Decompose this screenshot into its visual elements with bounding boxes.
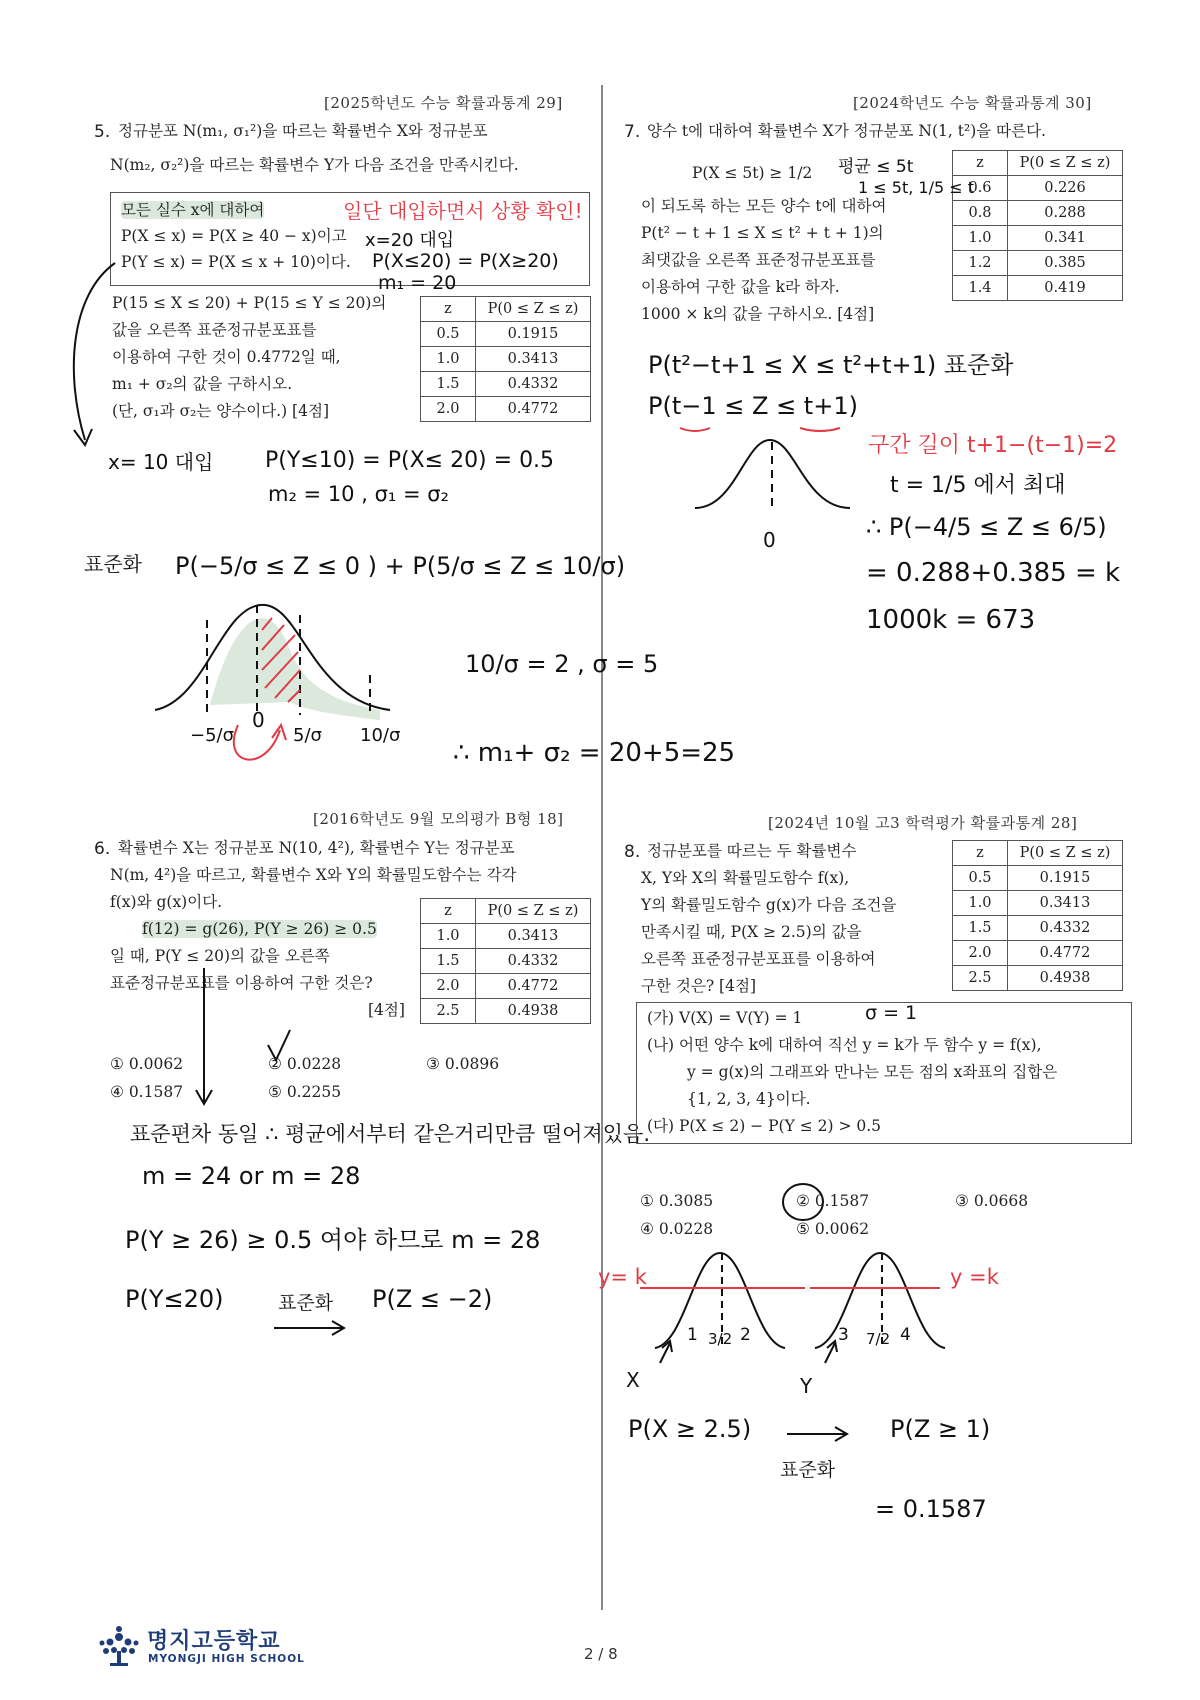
q8-hand-t4: 3 <box>838 1325 849 1345</box>
q8-hand-t1: 1 <box>687 1325 698 1345</box>
p-header: P(0 ≤ Z ≤ z) <box>476 297 591 322</box>
q6-choice-4[interactable]: ④ 0.1587 <box>110 1083 184 1101</box>
p-cell: 0.3413 <box>476 347 591 372</box>
q5-hand-label1: −5/σ <box>190 725 235 746</box>
z-cell: 2.0 <box>421 974 476 999</box>
q5-number: 5. <box>94 122 111 142</box>
q8-choice-1[interactable]: ① 0.3085 <box>640 1192 714 1210</box>
p-cell: 0.4332 <box>1008 916 1123 941</box>
z-cell: 2.0 <box>421 397 476 422</box>
q6-hand-h5: P(Z ≤ −2) <box>372 1285 493 1313</box>
q5-z-table <box>420 296 591 422</box>
z-cell: 0.5 <box>421 322 476 347</box>
q5-hand-std-label: 표준화 <box>84 552 142 576</box>
z-header: z <box>953 841 1008 866</box>
school-logo-icon <box>96 1623 142 1669</box>
z-cell: 2.5 <box>953 966 1008 991</box>
q8-cond-2: (나) 어떤 양수 k에 대하여 직선 y = k가 두 함수 y = f(x), <box>647 1036 1042 1054</box>
school-name-en: MYONGJI HIGH SCHOOL <box>148 1653 305 1665</box>
q5-hand-eq1: P(X≤20) = P(X≥20) <box>372 250 559 272</box>
q7-hand-n1: 평균 ≤ 5t <box>838 157 914 177</box>
q6-choice-3[interactable]: ③ 0.0896 <box>426 1055 500 1073</box>
q5-hand-note: 일단 대입하면서 상황 확인! <box>343 199 583 223</box>
q8-cond-3: y = g(x)의 그래프와 만나는 모든 점의 x좌표의 집합은 <box>687 1063 1058 1081</box>
q5-hand-sub1: x=20 대입 <box>365 230 455 251</box>
q8-hand-sigma: σ = 1 <box>865 1002 918 1024</box>
q7-hand-eq2: P(t−1 ≤ Z ≤ t+1) <box>648 392 858 420</box>
z-cell: 1.0 <box>421 924 476 949</box>
p-cell: 0.3413 <box>476 924 591 949</box>
q5-hand-label3: 10/σ <box>360 725 401 746</box>
q7-hand-eq5: 1000k = 673 <box>866 605 1036 635</box>
q8-body-3: Y의 확률밀도함수 g(x)가 다음 조건을 <box>641 896 897 914</box>
q5-hand-answer: ∴ m₁+ σ₂ = 20+5=25 <box>453 738 736 768</box>
q5-body-2: 값을 오른쪽 표준정규분포표를 <box>112 321 317 339</box>
p-cell: 0.3413 <box>1008 891 1123 916</box>
q6-hand-h4: P(Y≤20) <box>125 1285 224 1313</box>
q7-body <box>641 193 886 328</box>
z-cell: 0.5 <box>953 866 1008 891</box>
q8-cond-4: {1, 2, 3, 4}이다. <box>687 1090 811 1108</box>
q8-hand-eq2: P(Z ≥ 1) <box>890 1415 991 1443</box>
q7-hand-red: 구간 길이 t+1−(t−1)=2 <box>868 433 1118 458</box>
school-name-kr: 명지고등학교 <box>147 1629 281 1654</box>
p-cell: 0.226 <box>1008 176 1123 201</box>
q8-hand-t2: 3/2 <box>708 1330 733 1348</box>
p-header: P(0 ≤ Z ≤ z) <box>476 899 591 924</box>
q5-hand-sub2: x= 10 대입 <box>108 450 214 474</box>
q7-z-table <box>952 150 1123 301</box>
q5-normal-curve-sketch <box>150 590 400 790</box>
q8-body-1: 정규분포를 따르는 두 확률변수 <box>647 842 857 860</box>
q8-hand-eq3: = 0.1587 <box>875 1495 987 1523</box>
q5-cond-3: P(Y ≤ x) = P(X ≤ x + 10)이다. <box>121 253 351 271</box>
z-cell: 1.5 <box>421 372 476 397</box>
q5-hand-eq3: m₂ = 10 , σ₁ = σ₂ <box>268 482 449 506</box>
q8-hand-yk1: y= k <box>598 1265 647 1289</box>
p-cell: 0.4938 <box>1008 966 1123 991</box>
q5-cond-2: P(X ≤ x) = P(X ≥ 40 − x)이고 <box>121 227 347 245</box>
page-number: 2 / 8 <box>584 1645 618 1663</box>
q8-body-4: 만족시킬 때, P(X ≥ 2.5)의 값을 <box>641 923 862 941</box>
p-cell: 0.4332 <box>476 372 591 397</box>
q5-hand-eq2: P(Y≤10) = P(X≤ 20) = 0.5 <box>265 448 555 473</box>
q7-hand-n2: 1 ≤ 5t, 1/5 ≤ t <box>858 178 974 197</box>
q8-curves-sketch <box>640 1248 960 1368</box>
q7-body-3: 최댓값을 오른쪽 표준정규분포표를 <box>641 251 876 269</box>
q6-body-5: 일 때, P(Y ≤ 20)의 값을 오른쪽 <box>110 947 330 965</box>
q6-source: [2016학년도 9월 모의평가 B형 18] <box>313 810 564 828</box>
q8-cond-1: (가) V(X) = V(Y) = 1 <box>647 1009 803 1027</box>
q7-body-2: P(t² − t + 1 ≤ X ≤ t² + t + 1)의 <box>641 224 884 242</box>
q8-cond-5: (다) P(X ≤ 2) − P(Y ≤ 2) > 0.5 <box>647 1117 882 1135</box>
q6-body-7: [4점] <box>368 1001 405 1019</box>
q8-body-5: 오른쪽 표준정규분포표를 이용하여 <box>641 950 876 968</box>
q6-hand-h4b: 표준화 <box>278 1292 334 1314</box>
q6-hand-h3: P(Y ≥ 26) ≥ 0.5 여야 하므로 m = 28 <box>125 1226 541 1254</box>
q6-body-4: f(12) = g(26), P(Y ≥ 26) ≥ 0.5 <box>142 920 377 938</box>
p-cell: 0.4772 <box>476 397 591 422</box>
q5-body-4: m₁ + σ₂의 값을 구하시오. <box>112 375 293 393</box>
q7-line1: 양수 t에 대하여 확률변수 X가 정규분포 N(1, t²)을 따른다. <box>647 122 1046 140</box>
q8-source: [2024년 10월 고3 학력평가 확률과통계 28] <box>768 814 1078 832</box>
z-cell: 1.0 <box>953 891 1008 916</box>
q8-hand-t3: 2 <box>740 1325 751 1345</box>
p-header: P(0 ≤ Z ≤ z) <box>1008 151 1123 176</box>
q8-arrow-right <box>785 1424 865 1444</box>
z-cell: 1.0 <box>953 226 1008 251</box>
z-cell: 1.2 <box>953 251 1008 276</box>
q8-hand-x: X <box>626 1368 640 1392</box>
p-cell: 0.1915 <box>476 322 591 347</box>
z-cell: 2.0 <box>953 941 1008 966</box>
q8-hand-t5: 7/2 <box>866 1330 891 1348</box>
q8-hand-t6: 4 <box>900 1325 911 1345</box>
q8-z-table <box>952 840 1123 991</box>
q7-hand-eq3: ∴ P(−4/5 ≤ Z ≤ 6/5) <box>866 513 1107 541</box>
q5-hand-eq4: 10/σ = 2 , σ = 5 <box>465 650 659 678</box>
z-header: z <box>953 151 1008 176</box>
q6-hand-h1: 표준편차 동일 ∴ 평균에서부터 같은거리만큼 떨어져있음. <box>130 1122 650 1146</box>
z-header: z <box>421 899 476 924</box>
q5-line2: N(m₂, σ₂²)을 따르는 확률변수 Y가 다음 조건을 만족시킨다. <box>110 156 519 174</box>
q6-number: 6. <box>94 839 111 859</box>
q7-condition: P(X ≤ 5t) ≥ 1/2 <box>692 164 813 182</box>
q8-body-2: X, Y와 X의 확률밀도함수 f(x), <box>641 869 850 887</box>
q8-hand-yk2: y =k <box>950 1265 999 1289</box>
q5-body-1: P(15 ≤ X ≤ 20) + P(15 ≤ Y ≤ 20)의 <box>112 294 387 312</box>
p-cell: 0.1915 <box>1008 866 1123 891</box>
z-cell: 0.6 <box>953 176 1008 201</box>
q8-number: 8. <box>624 842 641 862</box>
q7-hand-eq1: P(t²−t+1 ≤ X ≤ t²+t+1) 표준화 <box>648 351 1014 379</box>
q6-choice-2[interactable]: ② 0.0228 <box>268 1055 342 1073</box>
q6-body-3: f(x)와 g(x)이다. <box>110 893 223 911</box>
q6-choice-5[interactable]: ⑤ 0.2255 <box>268 1083 342 1101</box>
q7-number: 7. <box>624 122 641 142</box>
q7-body-5: 1000 × k의 값을 구하시오. [4점] <box>641 305 875 323</box>
q5-hand-label2: 5/σ <box>293 725 322 746</box>
p-cell: 0.4332 <box>476 949 591 974</box>
q5-hand-std-eq: P(−5/σ ≤ Z ≤ 0 ) + P(5/σ ≤ Z ≤ 10/σ) <box>175 552 626 580</box>
q5-hand-m1: m₁ = 20 <box>378 272 457 294</box>
q8-hand-eq1: P(X ≥ 2.5) <box>628 1415 752 1443</box>
q8-body-6: 구한 것은? [4점] <box>641 977 756 995</box>
q6-z-table <box>420 898 591 1024</box>
p-cell: 0.288 <box>1008 201 1123 226</box>
q7-body-4: 이용하여 구한 값을 k라 하자. <box>641 278 840 296</box>
q5-arrow-curve <box>60 255 140 455</box>
p-cell: 0.4772 <box>1008 941 1123 966</box>
z-cell: 0.8 <box>953 201 1008 226</box>
q8-hand-eq1b: 표준화 <box>780 1459 836 1481</box>
column-divider <box>601 85 603 1610</box>
q8-choice-2[interactable]: ② 0.1587 <box>796 1192 870 1210</box>
q6-check-and-arrow <box>190 940 310 1110</box>
p-cell: 0.385 <box>1008 251 1123 276</box>
q7-hand-n3: t = 1/5 에서 최대 <box>890 473 1066 498</box>
z-cell: 1.4 <box>953 276 1008 301</box>
q5-hand-label0: 0 <box>252 708 265 732</box>
z-cell: 1.0 <box>421 347 476 372</box>
q8-choice-5[interactable]: ⑤ 0.0062 <box>796 1220 870 1238</box>
q8-choice-3[interactable]: ③ 0.0668 <box>955 1192 1029 1210</box>
q7-hand-zero: 0 <box>763 528 776 552</box>
q5-source: [2025학년도 수능 확률과통계 29] <box>324 94 563 112</box>
p-cell: 0.4772 <box>476 974 591 999</box>
z-cell: 1.5 <box>421 949 476 974</box>
q6-body-6: 표준정규분포표를 이용하여 구한 것은? <box>110 974 373 992</box>
q8-answer-circle <box>778 1180 828 1224</box>
q6-hand-h2: m = 24 or m = 28 <box>142 1162 361 1190</box>
q6-body-2: N(m, 4²)을 따르고, 확률변수 X와 Y의 확률밀도함수는 각각 <box>110 866 517 884</box>
p-header: P(0 ≤ Z ≤ z) <box>1008 841 1123 866</box>
q7-hand-eq4: = 0.288+0.385 = k <box>866 558 1121 588</box>
q5-body-3: 이용하여 구한 것이 0.4772일 때, <box>112 348 341 366</box>
q6-choice-1[interactable]: ① 0.0062 <box>110 1055 184 1073</box>
p-cell: 0.341 <box>1008 226 1123 251</box>
q8-hand-y: Y <box>800 1374 813 1398</box>
z-cell: 2.5 <box>421 999 476 1024</box>
q8-choice-4[interactable]: ④ 0.0228 <box>640 1220 714 1238</box>
z-cell: 1.5 <box>953 916 1008 941</box>
p-cell: 0.4938 <box>476 999 591 1024</box>
q5-line1: 정규분포 N(m₁, σ₁²)을 따르는 확률변수 X와 정규분포 <box>118 122 488 140</box>
q7-body-1: 이 되도록 하는 모든 양수 t에 대하여 <box>641 197 887 215</box>
q8-body <box>641 838 896 1000</box>
q5-cond-1: 모든 실수 x에 대하여 <box>121 201 265 219</box>
q6-arrow-right <box>272 1318 352 1338</box>
q7-normal-curve-sketch <box>690 430 870 530</box>
q6-body-1: 확률변수 X는 정규분포 N(10, 4²), 확률변수 Y는 정규분포 <box>118 839 515 857</box>
p-cell: 0.419 <box>1008 276 1123 301</box>
q5-body <box>112 290 386 425</box>
q7-source: [2024학년도 수능 확률과통계 30] <box>853 94 1092 112</box>
q5-body-5: (단, σ₁과 σ₂는 양수이다.) [4점] <box>112 402 329 420</box>
z-header: z <box>421 297 476 322</box>
